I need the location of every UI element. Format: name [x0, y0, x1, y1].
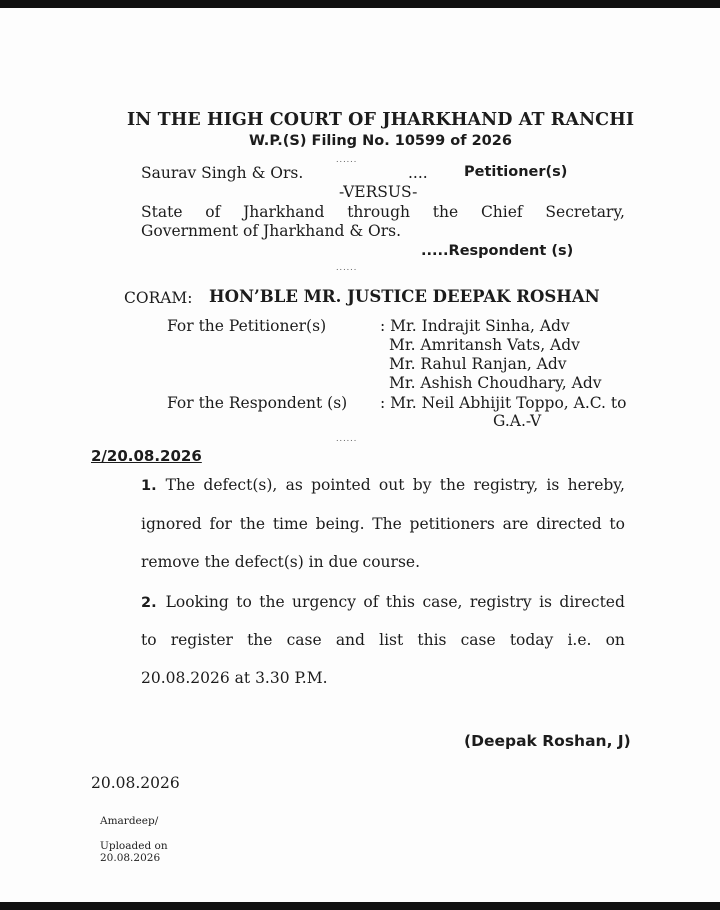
word: on	[605, 631, 625, 649]
word: the	[439, 476, 466, 494]
word: Looking	[165, 593, 229, 611]
word: petitioners	[409, 515, 495, 533]
word: as	[285, 476, 303, 494]
word: urgency	[292, 593, 356, 611]
petitioner-dots: ....	[408, 164, 428, 182]
respondent-word: State	[141, 203, 183, 221]
word: for	[209, 515, 232, 533]
footer-date: 20.08.2026	[91, 774, 180, 792]
word: the	[247, 631, 273, 649]
paragraph-1-line-2	[141, 515, 625, 533]
word: registry	[469, 593, 532, 611]
filing-number: W.P.(S) Filing No. 10599 of 2026	[249, 133, 512, 149]
word: the	[239, 515, 266, 533]
word: list	[379, 631, 404, 649]
respondent-word: of	[205, 203, 221, 221]
word: are	[502, 515, 529, 533]
uploaded-label: Uploaded on	[100, 840, 168, 852]
word: case	[460, 631, 496, 649]
word: of	[363, 593, 379, 611]
word: this	[385, 593, 416, 611]
respondent-line-2: Government of Jharkhand & Ors.	[141, 222, 402, 240]
respondent-word: through	[347, 203, 411, 221]
petitioner-role: Petitioner(s)	[464, 164, 568, 180]
top-border	[0, 0, 720, 8]
word: by	[412, 476, 432, 494]
word: The	[372, 515, 402, 533]
word: to	[609, 515, 625, 533]
petitioner-advocate: : Mr. Indrajit Sinha, Adv	[380, 317, 570, 335]
word: pointed	[311, 476, 371, 494]
separator-dots: ......	[336, 263, 358, 272]
petitioner-advocate: Mr. Amritansh Vats, Adv	[389, 336, 580, 354]
word: case	[286, 631, 322, 649]
word: directed	[536, 515, 602, 533]
judge-signature: (Deepak Roshan, J)	[464, 732, 631, 750]
order-number-date: 2/20.08.2026	[91, 447, 202, 465]
word: being.	[315, 515, 365, 533]
respondent-role: .....Respondent (s)	[421, 243, 574, 259]
petitioner-advocate: Mr. Ashish Choudhary, Adv	[389, 374, 602, 392]
petitioner-counsel-label: For the Petitioner(s)	[167, 317, 327, 335]
word: is	[539, 593, 552, 611]
paragraph-2-line-1	[141, 593, 625, 611]
clerk-initials: Amardeep/	[100, 815, 159, 827]
paragraph-2-line-3: 20.08.2026 at 3.30 P.M.	[141, 669, 328, 687]
word: hereby,	[567, 476, 625, 494]
petitioner-advocate: Mr. Rahul Ranjan, Adv	[389, 355, 567, 373]
word: to	[141, 631, 157, 649]
coram-label: CORAM:	[124, 289, 193, 307]
word: today	[509, 631, 554, 649]
paragraph-2-text	[166, 593, 625, 611]
paragraph-2-number: 2.	[141, 595, 157, 611]
paragraph-2-line-2	[141, 631, 625, 649]
separator-dots: ......	[336, 434, 358, 443]
word: i.e.	[567, 631, 592, 649]
respondent-word: Jharkhand	[243, 203, 325, 221]
respondent-counsel-label: For the Respondent (s)	[167, 394, 348, 412]
separator-dots: ......	[336, 155, 358, 164]
respondent-word: Secretary,	[545, 203, 625, 221]
word: is	[546, 476, 560, 494]
uploaded-date: 20.08.2026	[100, 852, 161, 864]
respondent-word: the	[432, 203, 459, 221]
paragraph-1-text	[166, 476, 625, 494]
word: ignored	[141, 515, 202, 533]
word: out	[378, 476, 405, 494]
bottom-border	[0, 902, 720, 910]
word: directed	[559, 593, 625, 611]
word: register	[170, 631, 233, 649]
paragraph-1-number: 1.	[141, 478, 157, 494]
coram-judge: HON’BLE MR. JUSTICE DEEPAK ROSHAN	[209, 287, 600, 306]
petitioner-name: Saurav Singh & Ors.	[141, 164, 304, 182]
versus-label: -VERSUS-	[339, 183, 418, 201]
respondent-word: Chief	[480, 203, 523, 221]
respondent-advocate: : Mr. Neil Abhijit Toppo, A.C. to	[380, 394, 627, 412]
court-title: IN THE HIGH COURT OF JHARKHAND AT RANCHI	[127, 110, 635, 130]
word: and	[335, 631, 365, 649]
word: to	[236, 593, 252, 611]
word: The	[165, 476, 196, 494]
paragraph-1-line-3: remove the defect(s) in due course.	[141, 553, 420, 571]
word: case,	[422, 593, 463, 611]
word: defect(s),	[203, 476, 278, 494]
paragraph-1-line-1	[141, 476, 625, 494]
respondent-advocate-cont: G.A.-V	[493, 412, 542, 430]
word: the	[259, 593, 285, 611]
respondent-line-1	[141, 203, 625, 221]
word: time	[272, 515, 308, 533]
word: this	[417, 631, 447, 649]
word: registry,	[473, 476, 539, 494]
